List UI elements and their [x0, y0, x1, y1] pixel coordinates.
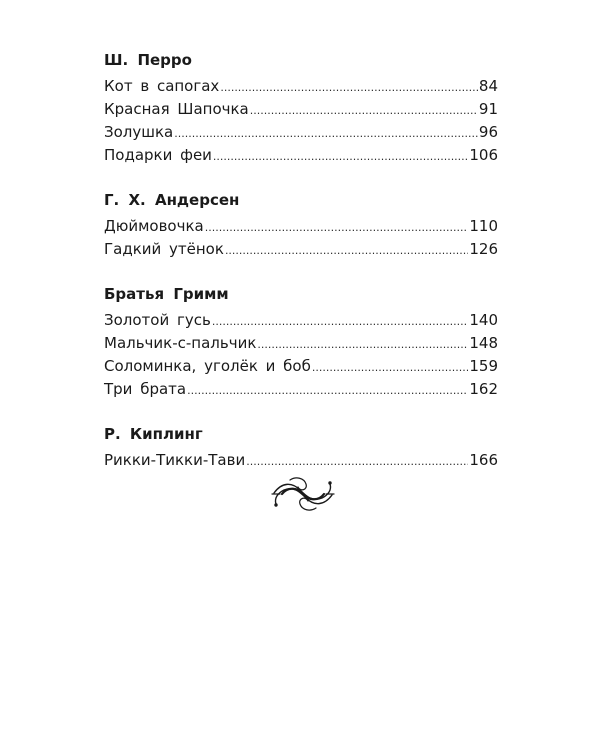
dot-leader [187, 379, 468, 402]
entry-page-number: 166 [469, 451, 498, 469]
section-author: Братья Гримм [104, 285, 229, 303]
entry-title: Гадкий утёнок [104, 240, 224, 258]
entry-title: Три брата [104, 380, 187, 398]
entry-page-number: 140 [469, 311, 498, 329]
toc-entry[interactable] [104, 98, 498, 121]
toc-entry[interactable] [104, 378, 498, 401]
section-author: Ш. Перро [104, 51, 192, 69]
entry-page-number: 91 [478, 100, 498, 118]
entry-title: Кот в сапогах [104, 77, 220, 95]
entry-page-number: 148 [469, 334, 498, 352]
flourish-ornament-icon [270, 472, 336, 516]
entry-page-number: 162 [469, 380, 498, 398]
entry-page-number: 126 [469, 240, 498, 258]
toc-section-perrault [104, 49, 498, 167]
dot-leader [174, 122, 478, 145]
entry-title: Подарки феи [104, 146, 212, 164]
toc-section-grimm [104, 283, 498, 401]
entry-page-number: 106 [469, 146, 498, 164]
entry-page-number: 84 [478, 77, 498, 95]
toc-entry[interactable] [104, 75, 498, 98]
entry-title: Дюймовочка [104, 217, 204, 235]
section-author: Р. Киплинг [104, 425, 203, 443]
table-of-contents [104, 49, 498, 494]
dot-leader [250, 99, 478, 122]
toc-entry[interactable] [104, 332, 498, 355]
toc-entry[interactable] [104, 121, 498, 144]
entry-title: Соломинка, уголёк и боб [104, 357, 311, 375]
toc-entry[interactable] [104, 238, 498, 261]
toc-entry[interactable] [104, 355, 498, 378]
entry-title: Золушка [104, 123, 174, 141]
entry-title: Красная Шапочка [104, 100, 249, 118]
entry-page-number: 159 [469, 357, 498, 375]
entry-page-number: 110 [469, 217, 498, 235]
toc-section-kipling [104, 423, 498, 472]
dot-leader [213, 145, 468, 168]
entry-title: Рикки-Тикки-Тави [104, 451, 246, 469]
toc-entry[interactable] [104, 309, 498, 332]
dot-leader [212, 310, 469, 333]
dot-leader [246, 450, 468, 473]
dot-leader [205, 216, 469, 239]
toc-entry[interactable] [104, 215, 498, 238]
section-author: Г. Х. Андерсен [104, 191, 240, 209]
toc-entry[interactable] [104, 144, 498, 167]
entry-page-number: 96 [478, 123, 498, 141]
dot-leader [225, 239, 468, 262]
entry-title: Мальчик-с-пальчик [104, 334, 257, 352]
toc-section-andersen [104, 189, 498, 261]
entry-title: Золотой гусь [104, 311, 211, 329]
toc-entry[interactable] [104, 449, 498, 472]
dot-leader [257, 333, 468, 356]
dot-leader [312, 356, 469, 379]
dot-leader [220, 76, 478, 99]
